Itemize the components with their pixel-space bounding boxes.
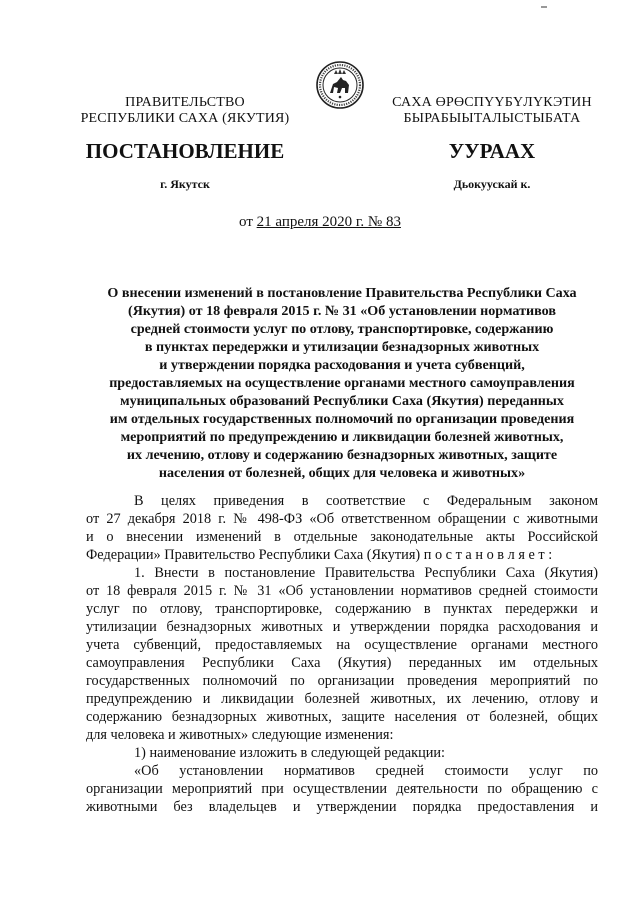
government-name-line1: ПРАВИТЕЛЬСТВО [125, 95, 245, 110]
government-name-russian [80, 95, 290, 127]
body-line: и о внесении изменений в отдельные законодательные акты Российской [86, 529, 598, 545]
body-line: государственных полномочий по организации проведения мероприятий по [86, 673, 598, 689]
body-line: «Об установлении нормативов средней стоимости услуг по [134, 763, 598, 779]
title-line: в пунктах передержки и утилизации безнадзорных животных [144, 339, 540, 355]
body-line: В целях приведения в соответствие с Федеральным законом [134, 493, 598, 509]
document-type-russian: ПОСТАНОВЛЕНИЕ [85, 139, 285, 163]
scan-mark [541, 6, 547, 8]
title-line: населения от болезней, общих для человека и животных» [158, 465, 526, 481]
body-line: 1. Внести в постановление Правительства Республики Саха (Якутия) [134, 565, 598, 581]
date-prefix: от [239, 214, 257, 230]
body-line: от 27 декабря 2018 г. № 498-ФЗ «Об ответственном обращении с животными [86, 511, 598, 527]
title-line: О внесении изменений в постановление Правительства Республики Саха [107, 285, 577, 301]
title-line: муниципальных образований Республики Саха (Якутия) переданных [120, 393, 564, 409]
body-line: организации мероприятий при осуществлении деятельности по обращению с [86, 781, 598, 797]
body-line: самоуправления Республики Саха (Якутия) переданных им отдельных [86, 655, 598, 671]
title-line: мероприятий по предупреждению и ликвидации болезней животных, [120, 429, 564, 445]
document-date-number [0, 214, 640, 231]
city-yakut: Дьокуускай к. [453, 177, 531, 191]
government-name-line2: РЕСПУБЛИКИ САХА (ЯКУТИЯ) [80, 111, 290, 126]
title-line: предоставляемых на осуществление органами местного самоуправления [109, 375, 575, 391]
title-line: их лечению, отлову и содержанию безнадзорных животных, защите [126, 447, 558, 463]
body-line: Федерации» Правительство Республики Саха (Якутия) п о с т а н о в л я е т : [86, 547, 553, 563]
document-type-yakut: УУРААХ [448, 139, 536, 163]
body-line: 1) наименование изложить в следующей редакции: [134, 745, 445, 761]
government-name-yakut-line1: САХА ӨРӨСПҮҮБҮЛҮКЭТИН [392, 95, 592, 110]
government-name-yakut-line2: БЫРАБЫЫТАЛЫСТЫБАТА [403, 111, 581, 126]
body-line: утилизации безнадзорных животных и утверждении порядка расходования и [86, 619, 598, 635]
body-line: животными без владельцев и утверждении порядка предоставления и [86, 799, 598, 815]
body-line: для человека и животных» следующие изменения: [86, 727, 394, 743]
title-line: и утверждении порядка расходования и учета субвенций, [159, 357, 525, 373]
resolution-body [86, 492, 598, 816]
date-and-number: 21 апреля 2020 г. № 83 [256, 214, 401, 230]
body-line: учета субвенций, предоставляемых на осуществление органами местного [86, 637, 598, 653]
city-russian: г. Якутск [160, 177, 210, 191]
body-line: услуг по отлову, транспортировке, содержанию в пунктах передержки и [86, 601, 598, 617]
body-line: содержанию безнадзорных животных, защите населения от болезней, общих [86, 709, 598, 725]
title-line: (Якутия) от 18 февраля 2015 г. № 31 «Об установлении нормативов [128, 303, 556, 319]
title-line: им отдельных государственных полномочий по организации проведения [109, 411, 575, 427]
body-line: от 18 февраля 2015 г. № 31 «Об установлении нормативов средней стоимости [86, 583, 598, 599]
body-line: предупреждению и ликвидации болезней животных, их лечению, отлову и [86, 691, 598, 707]
resolution-title [86, 284, 598, 482]
title-line: средней стоимости услуг по отлову, транспортировке, содержанию [130, 321, 554, 337]
government-name-yakut [382, 95, 602, 127]
coat-of-arms-emblem [315, 60, 365, 110]
